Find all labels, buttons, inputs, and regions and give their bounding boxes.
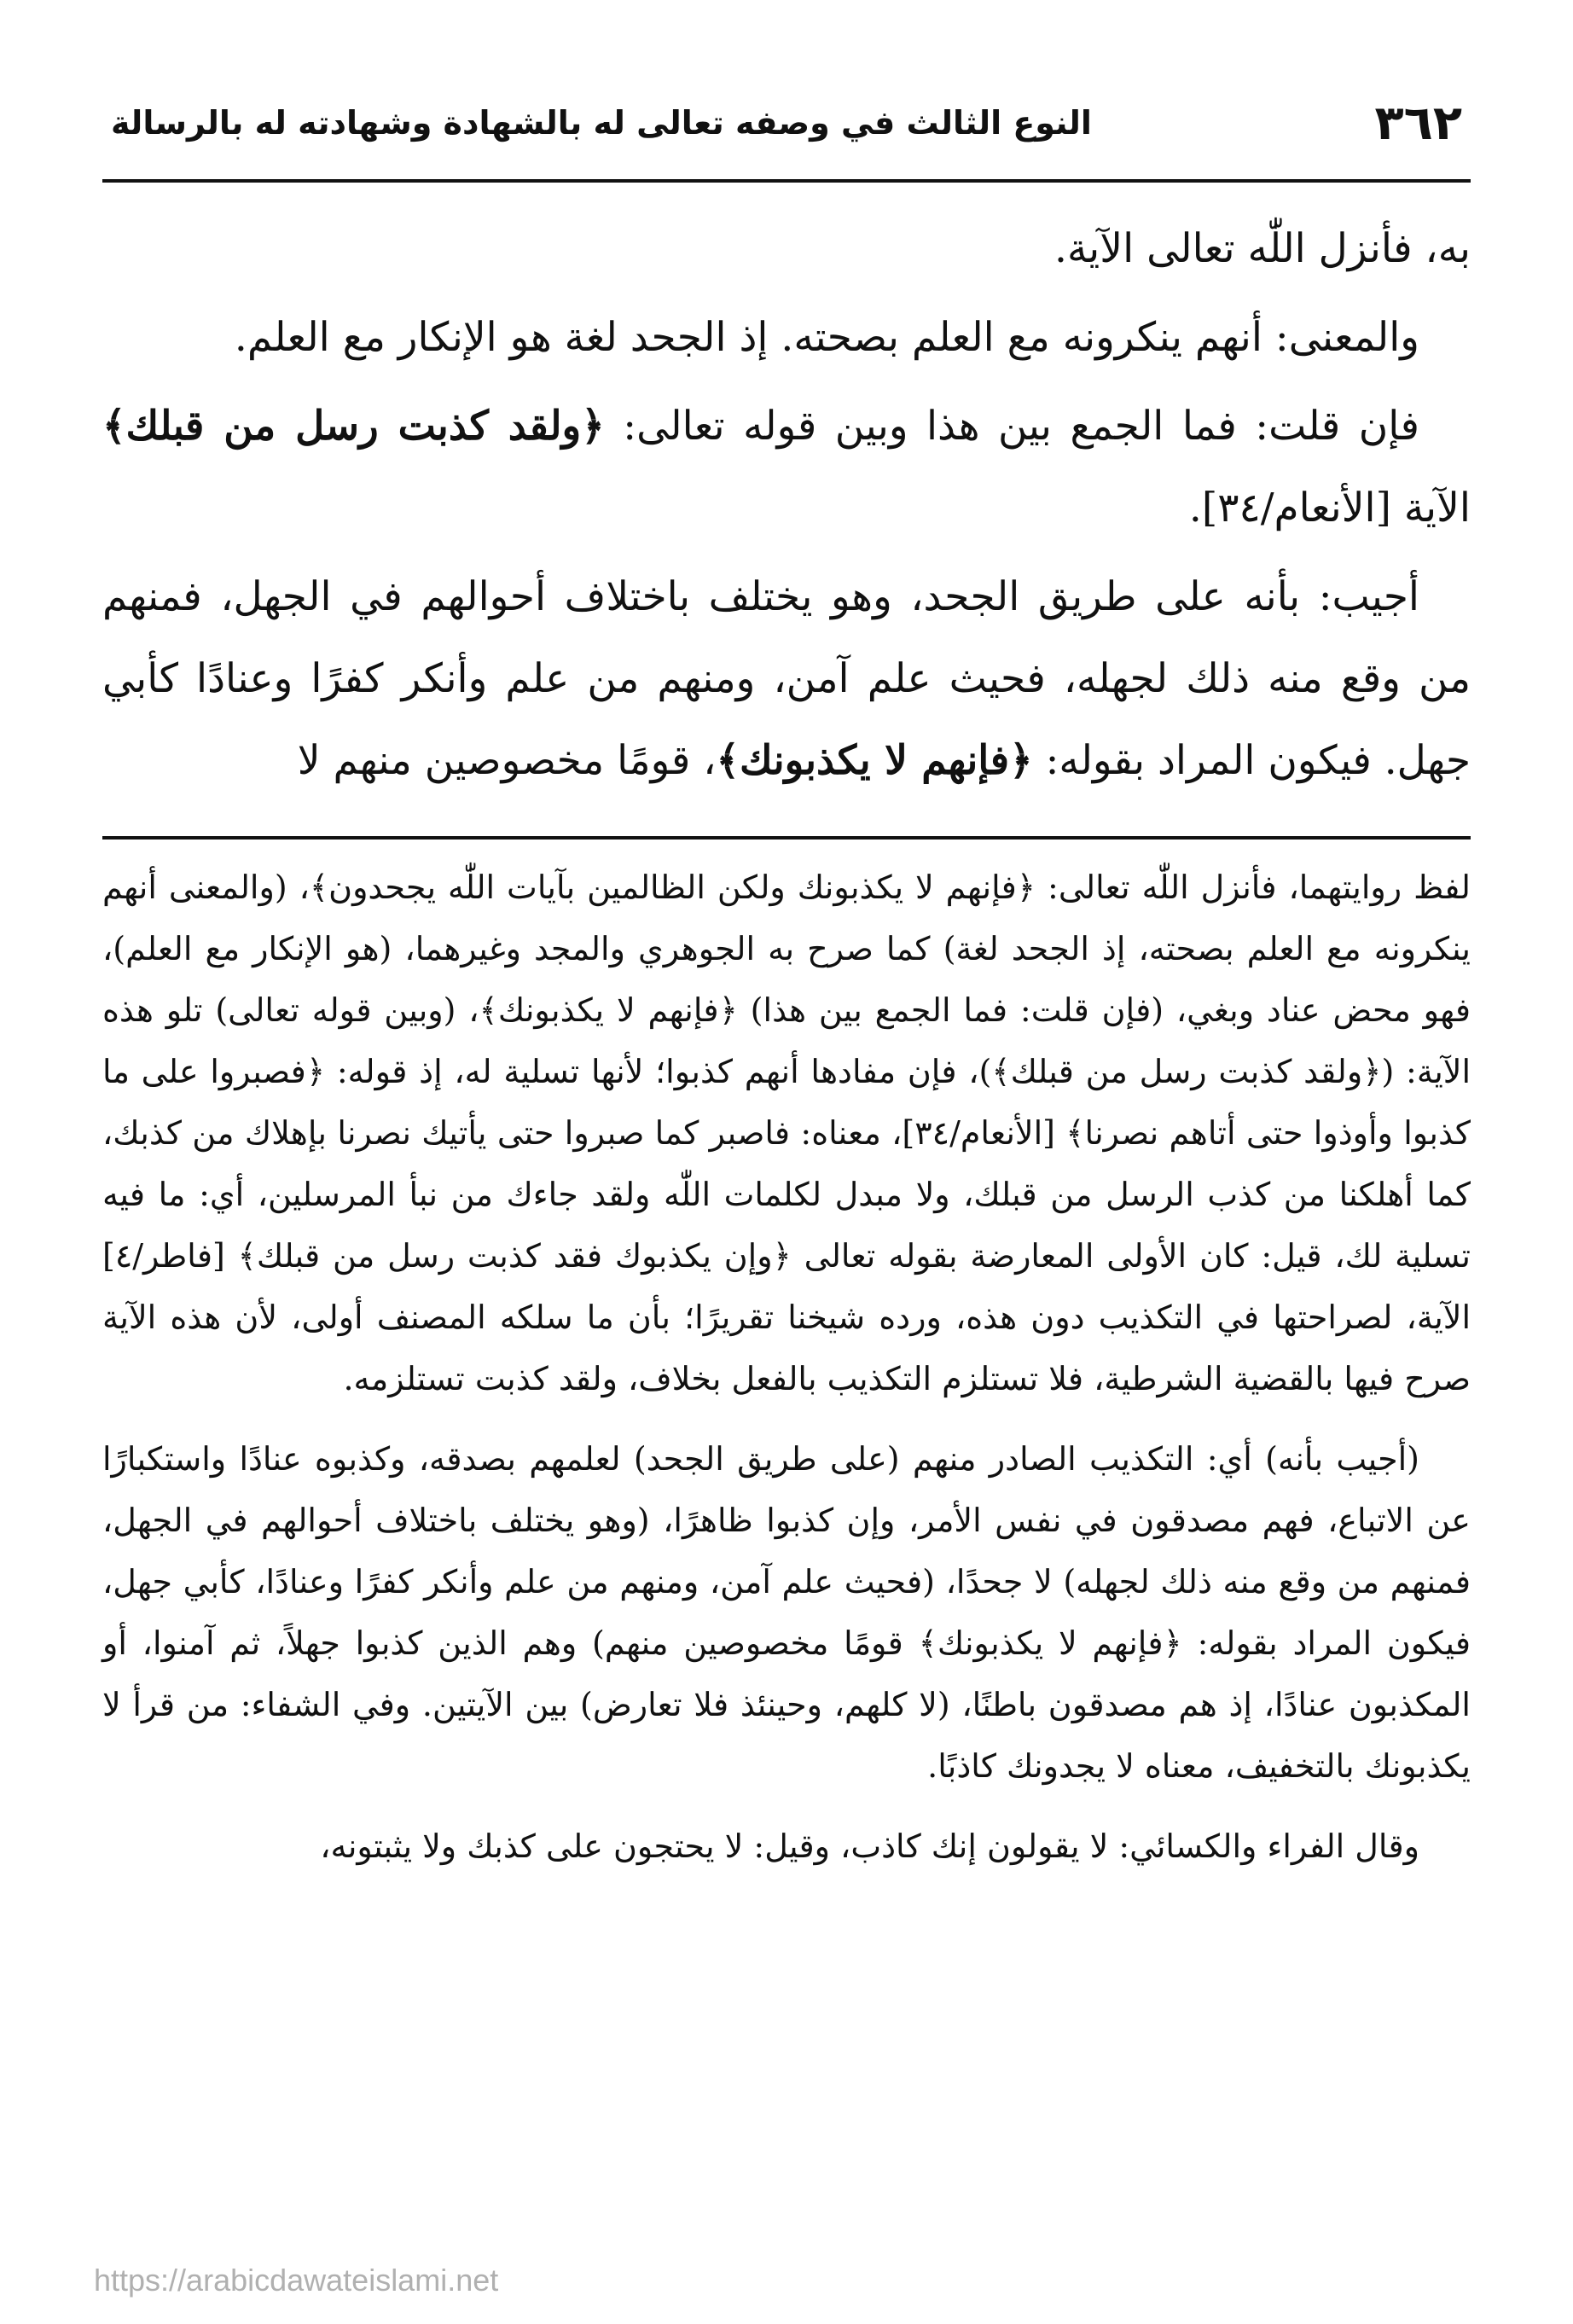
website-watermark: https://arabicdawateislami.net [94, 2263, 499, 2298]
footnote-divider [102, 836, 1471, 840]
commentary [102, 857, 1471, 1877]
answer-text: أجيب: بأنه على طريق الجحد، وهو يختلف باختلاف أحوالهم في الجهل، فمنهم من وقع منه ذلك لجهله، فحيث علم آمن، ومنهم من علم وأنكر كفرًا وعنادًا كأبي جهل. فيكون المراد بقوله: [102, 573, 1471, 784]
commentary-paragraph-1: لفظ روايتهما، فأنزل اللّٰه تعالى: ﴿فإنهم لا يكذبونك ولكن الظالمين بآيات اللّٰه يجحدون﴾، (والمعنى أنهم ينكرونه مع العلم بصحته، إذ الجحد لغة) كما صرح به الجوهري والمجد وغيرهما، (هو الإنكار مع العلم)، فهو محض عناد وبغي، (فإن قلت: فما الجمع بين هذا) ﴿فإنهم لا يكذبونك﴾، (وبين قوله تعالى) تلو هذه الآية: (﴿ولقد كذبت رسل من قبلك﴾)، فإن مفادها أنهم كذبوا؛ لأنها تسلية له، إذ قوله: ﴿فصبروا على ما كذبوا وأوذوا حتى أتاهم نصرنا﴾ [الأنعام/٣٤]، معناه: فاصبر كما صبروا حتى يأتيك نصرنا بإهلاك من كذبك، كما أهلكنا من كذب الرسل من قبلك، ولا مبدل لكلمات اللّٰه ولقد جاءك من نبأ المرسلين، أي: ما فيه تسلية لك، قيل: كان الأولى المعارضة بقوله تعالى ﴿وإن يكذبوك فقد كذبت رسل من قبلك﴾ [فاطر/٤] الآية، لصراحتها في التكذيب دون هذه، ورده شيخنا تقريرًا؛ بأن ما سلكه المصنف أولى، لأن هذه الآية صرح فيها بالقضية الشرطية، فلا تستلزم التكذيب بالفعل بخلاف، ولقد كذبت تستلزمه. [102, 869, 1471, 1397]
main-paragraph-4 [102, 556, 1471, 802]
main-paragraph-2: والمعنى: أنهم ينكرونه مع العلم بصحته. إذ الجحد لغة هو الإنكار مع العلم. [234, 314, 1419, 361]
page-header [102, 85, 1471, 183]
question-text: فإن قلت: فما الجمع بين هذا وبين قوله تعالى: [604, 403, 1420, 450]
main-text [102, 208, 1471, 802]
running-title: النوع الثالث في وصفه تعالى له بالشهادة وشهادته له بالرسالة [111, 104, 1092, 142]
commentary-paragraph-3: وقال الفراء والكسائي: لا يقولون إنك كاذب، وقيل: لا يحتجون على كذبك ولا يثبتونه، [320, 1827, 1419, 1865]
quran-quote: ﴿ولقد كذبت رسل من قبلك﴾ [102, 403, 605, 450]
main-paragraph-1: به، فأنزل اللّٰه تعالى الآية. [1054, 225, 1471, 272]
commentary-paragraph-2: (أجيب بأنه) أي: التكذيب الصادر منهم (على طريق الجحد) لعلمهم بصدقه، وكذبوه عنادًا واستكبارًا عن الاتباع، فهم مصدقون في نفس الأمر، وإن كذبوا ظاهرًا، (وهو يختلف باختلاف أحوالهم في الجهل، فمنهم من وقع منه ذلك لجهله) لا جحدًا، (فحيث علم آمن، ومنهم من علم وأنكر كفرًا وعنادًا، كأبي جهل، فيكون المراد بقوله: ﴿فإنهم لا يكذبونك﴾ قومًا مخصوصين منهم) وهم الذين كذبوا جهلاً، ثم آمنوا، أو المكذبون عنادًا، إذ هم مصدقون باطنًا، (لا كلهم، وحينئذ فلا تعارض) بين الآيتين. وفي الشفاء: من قرأ لا يكذبونك بالتخفيف، معناه لا يجدونك كاذبًا. [102, 1440, 1471, 1785]
page-number: ٣٦٢ [1374, 96, 1462, 151]
answer-text-end: ، قومًا مخصوصين منهم لا [297, 737, 717, 784]
reference-text: الآية [الأنعام/٣٤]. [1188, 485, 1471, 532]
main-paragraph-3 [102, 386, 1471, 549]
quran-quote: ﴿فإنهم لا يكذبونك﴾ [716, 737, 1033, 784]
book-page [102, 85, 1471, 2324]
